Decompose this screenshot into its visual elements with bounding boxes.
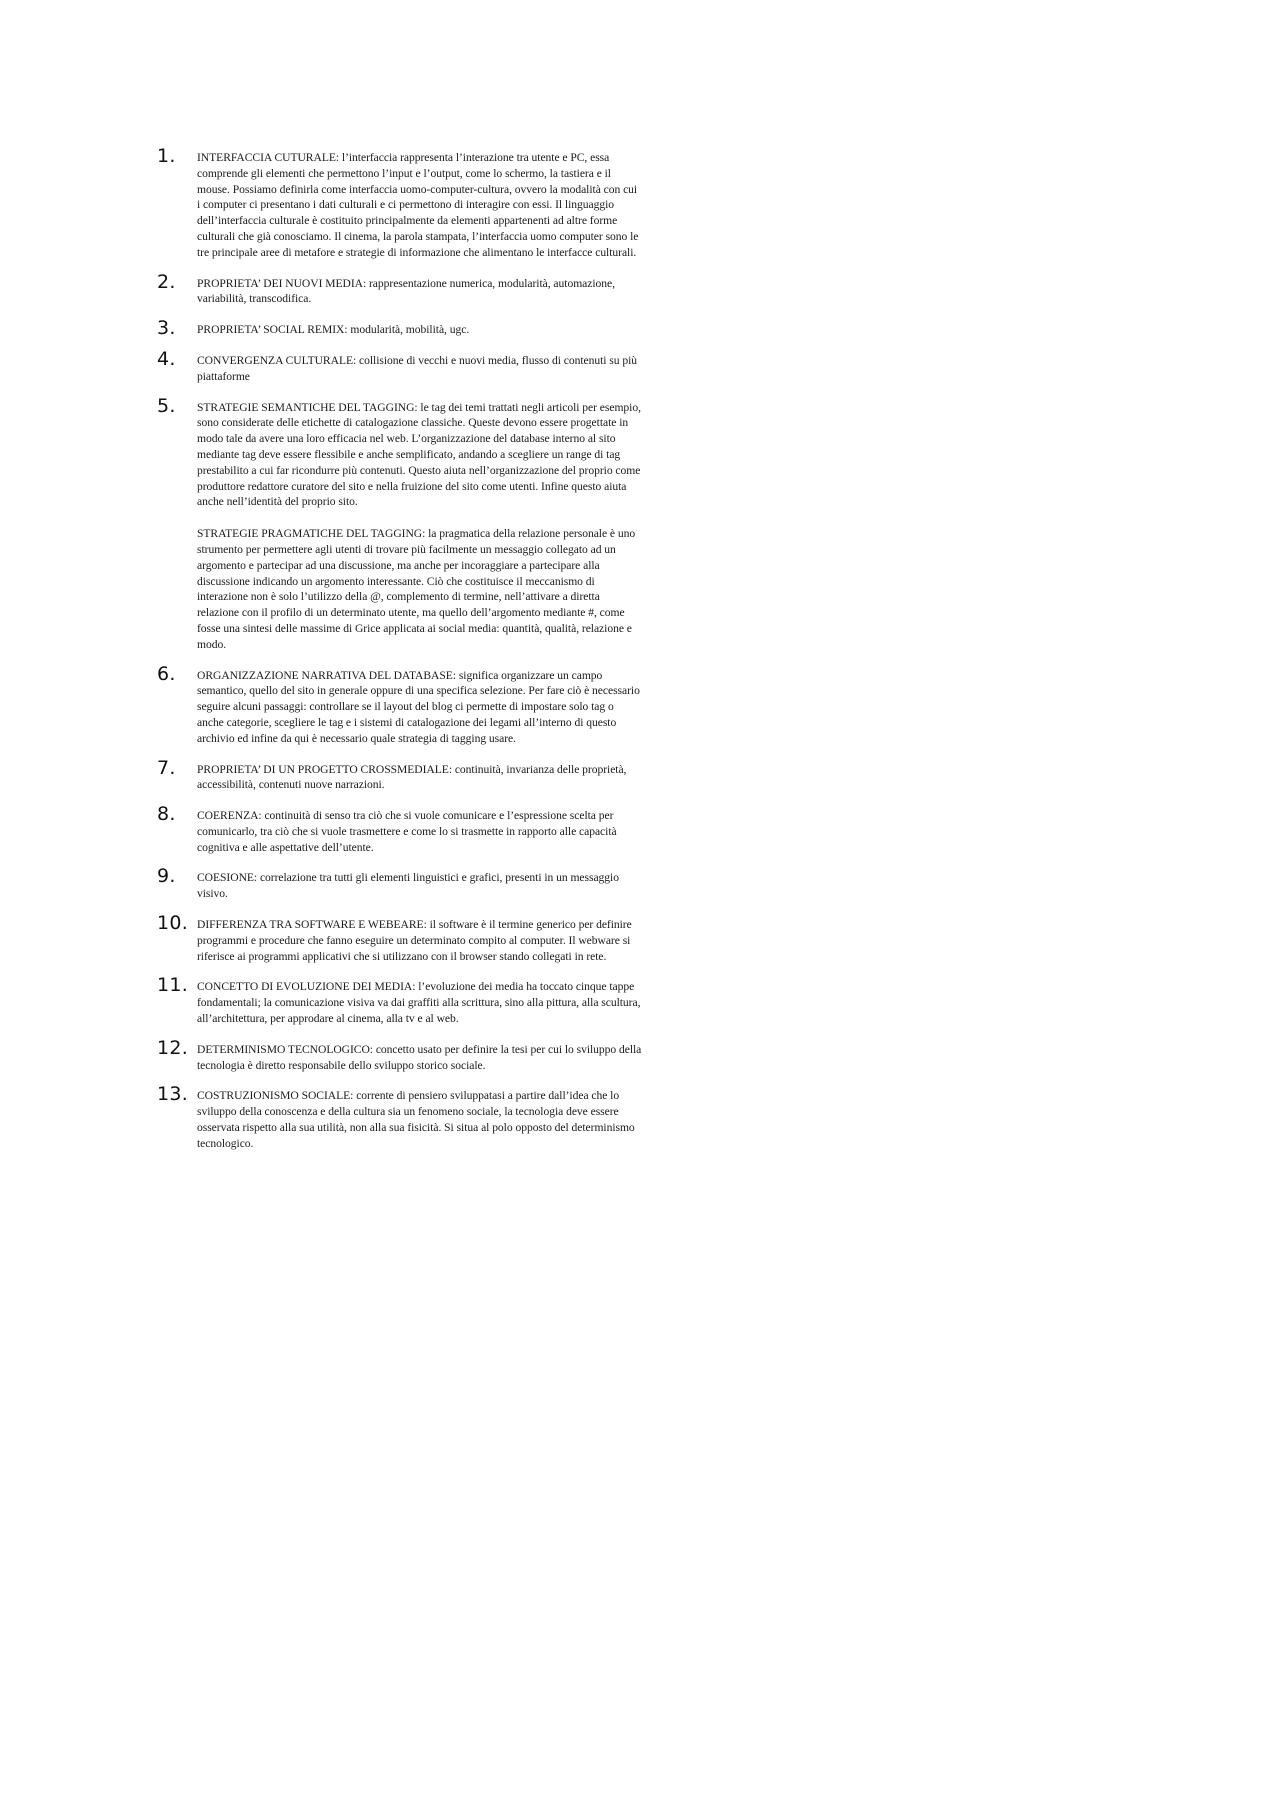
list-item-number: 12. [157,1036,189,1059]
numbered-list [157,145,642,1167]
list-item [157,270,642,308]
list-item-number: 10. [157,912,189,935]
list-item [157,1036,642,1074]
list-item [157,1083,642,1151]
list-item-paragraph: STRATEGIE SEMANTICHE DEL TAGGING: le tag dei temi trattati negli articoli per esempio, sono considerate delle etichette di catalogazione classiche. Queste devono essere progettate in modo tale da avere una loro efficacia nel web. L’organizzazione del database interno al sito mediante tag deve essere flessibile e anche semplificato, andando a scegliere un range di tag prestabilito a cui far ricondurre più contenuti. Questo aiuta nell’organizzazione del proprio come produttore redattore curatore del sito e nella fruizione del sito come utenti. Infine questo aiuta anche nell’identità del proprio sito. [197,400,641,509]
list-item-number: 1. [157,145,176,167]
list-item-paragraph: CONVERGENZA CULTURALE: collisione di vecchi e nuovi media, flusso di contenuti su più piattaforme [197,353,638,383]
list-item [157,865,642,902]
list-item-number: 8. [157,803,176,826]
list-item-paragraph: PROPRIETA’ DI UN PROGETTO CROSSMEDIALE: continuità, invarianza delle proprietà, accessibilità, contenuti nuove narrazioni. [197,762,627,792]
list-item-number: 2. [157,270,176,293]
list-item-paragraph: DIFFERENZA TRA SOFTWARE E WEBEARE: il software è il termine generico per definire programmi e procedure che fanno eseguire un determinato compito al computer. Il webware si riferisce ai programmi applicativi che si utilizzano con il browser stando collegati in rete. [197,918,632,963]
list-item-paragraph: INTERFACCIA CUTURALE: l’interfaccia rappresenta l’interazione tra utente e PC, essa comprende gli elementi che permettono l’input e l’output, come lo schermo, la tastiera e il mouse. Possiamo definirla come interfaccia uomo-computer-cultura, ovvero la modalità con cui i computer ci presentano i dati culturali e ci permettono di interagire con essi. Il linguaggio dell’interfaccia culturale è costituito principalmente da elementi appartenenti ad altre forme culturali che già conosciamo. Il cinema, la parola stampata, l’interfaccia uomo computer sono le tre principale aree di metafore e strategie di informazione che alimentano le interfacce culturali. [197,151,639,259]
list-item-number: 4. [157,347,176,370]
list-item [157,347,642,385]
list-item-paragraph: COESIONE: correlazione tra tutti gli elementi linguistici e grafici, presenti in un messaggio visivo. [197,871,619,901]
list-item-number: 5. [157,394,176,417]
list-item [157,803,642,855]
list-item-paragraph: COERENZA: continuità di senso tra ciò che si vuole comunicare e l’espressione scelta per comunicarlo, tra ciò che si vuole trasmettere e come lo si trasmette in rapporto alle capacità cognitiva e alle aspettative dell’utente. [197,809,617,854]
list-item [157,662,642,747]
list-item-number: 6. [157,662,176,685]
list-item [157,317,642,340]
list-item-paragraph: CONCETTO DI EVOLUZIONE DEI MEDIA: l’evoluzione dei media ha toccato cinque tappe fondamentali; la comunicazione visiva va dai graffiti alla scrittura, sino alla pittura, alla scultura, all’architettura, per approdare al cinema, alla tv e al web. [197,980,641,1026]
list-item [157,145,642,261]
list-item-paragraph: STRATEGIE PRAGMATICHE DEL TAGGING: la pragmatica della relazione personale è uno strumento per permettere agli utenti di trovare più facilmente un messaggio collegato ad un argomento e partecipar ad una discussione, ma anche per incoraggiare a partecipare alla discussione indicando un argomento interessante. Ciò che costituisce il meccanismo di interazione non è solo l’utilizzo della @, complemento di termine, nell’attivare a diretta relazione con il profilo di un determinato utente, ma quello dell’argomento mediante #, come fosse una sintesi delle massime di Grice applicata ai social media: quantità, qualità, relazione e modo. [197,527,636,651]
list-item-number: 3. [157,317,176,340]
list-item [157,756,642,794]
list-item-number: 9. [157,865,176,888]
list-item [157,974,642,1026]
list-item-number: 13. [157,1083,189,1106]
list-item-number: 7. [157,756,176,779]
list-item-number: 11. [157,974,189,997]
list-item-paragraph: DETERMINISMO TECNOLOGICO: concetto usato per definire la tesi per cui lo sviluppo della tecnologia è diretto responsabile dello sviluppo storico sociale. [197,1042,642,1072]
list-item [157,394,642,653]
list-item [157,912,642,964]
list-item-paragraph: PROPRIETA’ SOCIAL REMIX: modularità, mobilità, ugc. [197,323,470,337]
list-item-paragraph: PROPRIETA’ DEI NUOVI MEDIA: rappresentazione numerica, modularità, automazione, variabilità, transcodifica. [197,276,615,306]
list-item-paragraph: COSTRUZIONISMO SOCIALE: corrente di pensiero sviluppatasi a partire dall’idea che lo sviluppo della conoscenza e della cultura sia un fenomeno sociale, la tecnologia deve essere osservata rispetto alla sua utilità, non alla sua fisicità. Si situa al polo opposto del determinismo tecnologico. [197,1089,635,1150]
list-item-paragraph: ORGANIZZAZIONE NARRATIVA DEL DATABASE: significa organizzare un campo semantico, quello del sito in generale oppure di una specifica selezione. Per fare ciò è necessario seguire alcuni passaggi: controllare se il layout del blog ci permette di impostare solo tag o anche categorie, scegliere le tag e i sistemi di catalogazione dei legami all’interno di questo archivio ed infine da qui è necessario quale strategia di tagging usare. [197,668,640,745]
